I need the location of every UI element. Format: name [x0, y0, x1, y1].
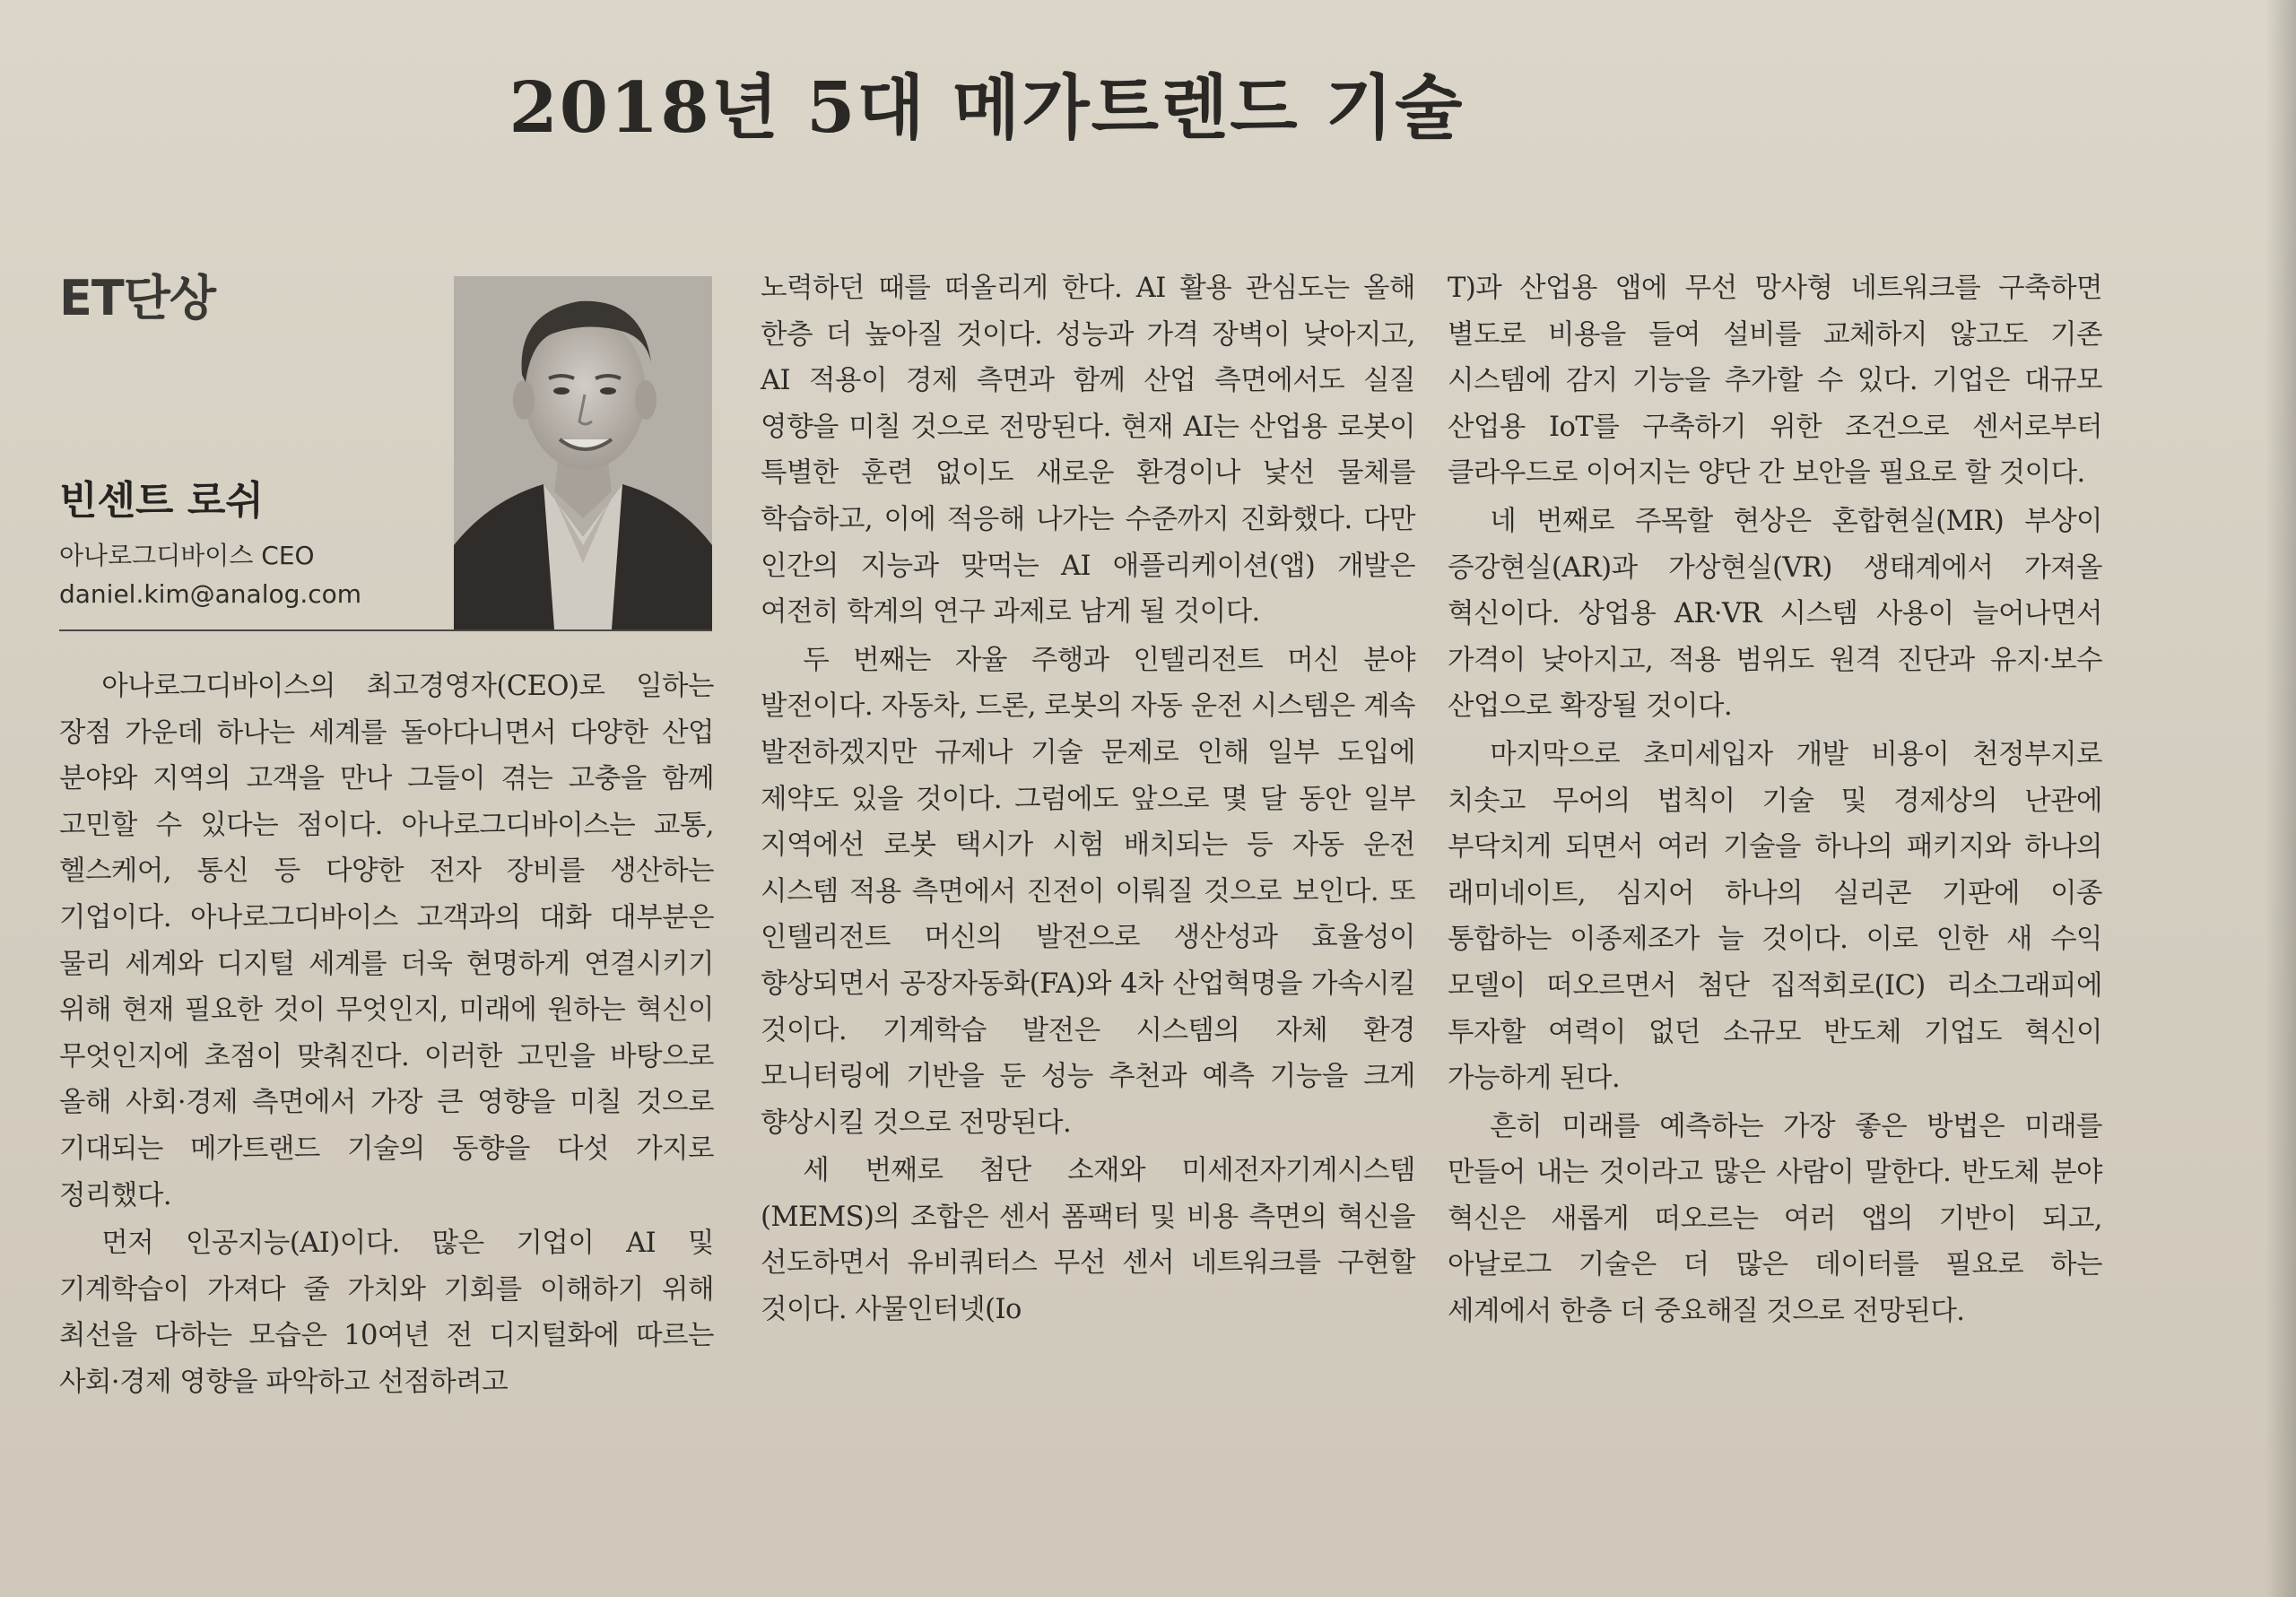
paragraph: 두 번째는 자율 주행과 인텔리전트 머신 분야 발전이다. 자동차, 드론, 로봇의 자동 운전 시스템은 계속 발전하겠지만 규제나 기술 문제로 인해 일부 도입에 제약도 있을 것이다. 그럼에도 앞으로 몇 달 동안 일부 지역에선 로봇 택시가 시험 배치되는 등 자동 운전 시스템 적용 측면에서 진전이 이뤄질 것으로 보인다. 또 인텔리전트 머신의 발전으로 생산성과 효율성이 향상되면서 공장자동화(FA)와 4차 산업혁명을 가속시킬 것이다. 기계학습 발전은 시스템의 자체 환경 모니터링에 기반을 둔 성능 추천과 예측 기능을 크게 향상시킬 것으로 전망된다. [761, 644, 1415, 1139]
article-column-1 [59, 664, 714, 1406]
column-tag: ET단상 [59, 270, 216, 326]
article-column-3 [1448, 265, 2102, 1335]
paragraph: 아나로그디바이스의 최고경영자(CEO)로 일하는 장점 가운데 하나는 세계를 돌아다니면서 다양한 산업 분야와 지역의 고객을 만나 그들이 겪는 고충을 함께 고민할 수 있다는 점이다. 아나로그디바이스는 교통, 헬스케어, 통신 등 다양한 전자 장비를 생산하는 기업이다. 아나로그디바이스 고객과의 대화 대부분은 물리 세계와 디지털 세계를 더욱 현명하게 연결시키기 위해 현재 필요한 것이 무엇인지, 미래에 원하는 혁신이 무엇인지에 초점이 맞춰진다. 이러한 고민을 바탕으로 올해 사회·경제 측면에서 가장 큰 영향을 미칠 것으로 기대되는 메가트랜드 기술의 동향을 다섯 가지로 정리했다. [59, 671, 714, 1211]
paragraph: 흔히 미래를 예측하는 가장 좋은 방법은 미래를 만들어 내는 것이라고 많은 사람이 말한다. 반도체 분야 혁신은 새롭게 떠오르는 여러 앱의 기반이 되고, 아날로그 기술은 더 많은 데이터를 필요로 하는 세계에서 한층 더 중요해질 것으로 전망된다. [1448, 1110, 2102, 1328]
paragraph: 세 번째로 첨단 소재와 미세전자기계시스템(MEMS)의 조합은 센서 폼팩터 및 비용 측면의 혁신을 선도하면서 유비쿼터스 무선 센서 네트워크를 구현할 것이다. 사물인터넷(Io [761, 1155, 1415, 1326]
page-fold-shadow [2266, 0, 2296, 1597]
paragraph: 먼저 인공지능(AI)이다. 많은 기업이 AI 및 기계학습이 가져다 줄 가치와 기회를 이해하기 위해 최선을 다하는 모습은 10여년 전 디지털화에 따르는 사회·경제 영향을 파악하고 선점하려고 [59, 1228, 714, 1398]
author-email: daniel.kim@analog.com [59, 579, 362, 609]
article-headline: 2018년 5대 메가트렌드 기술 [509, 67, 1465, 149]
author-title: 아나로그디바이스 CEO [59, 541, 315, 570]
author-portrait-illustration [454, 276, 712, 629]
paragraph: 네 번째로 주목할 현상은 혼합현실(MR) 부상이 증강현실(AR)과 가상현실(VR) 생태계에서 가져올 혁신이다. 상업용 AR·VR 시스템 사용이 늘어나면서 가격이 낮아지고, 적용 범위도 원격 진단과 유지·보수 산업으로 확장될 것이다. [1448, 505, 2102, 723]
author-photo [454, 276, 712, 629]
article-column-2 [761, 265, 1415, 1333]
paragraph: T)과 산업용 앱에 무선 망사형 네트워크를 구축하면 별도로 비용을 들여 설비를 교체하지 않고도 기존 시스템에 감지 기능을 추가할 수 있다. 기업은 대규모 산업용 IoT를 구축하기 위한 조건으로 센서로부터 클라우드로 이어지는 양단 간 보안을 필요로 할 것이다. [1448, 273, 2102, 490]
author-name: 빈센트 로쉬 [59, 478, 264, 524]
author-box-rule [59, 629, 712, 631]
paragraph: 노력하던 때를 떠올리게 한다. AI 활용 관심도는 올해 한층 더 높아질 것이다. 성능과 가격 장벽이 낮아지고, AI 적용이 경제 측면과 함께 산업 측면에서도 실질 영향을 미칠 것으로 전망된다. 현재 AI는 산업용 로봇이 특별한 훈련 없이도 새로운 환경이나 낯선 물체를 학습하고, 이에 적응해 나가는 수준까지 진화했다. 다만 인간의 지능과 맞먹는 AI 애플리케이션(앱) 개발은 여전히 학계의 연구 과제로 남게 될 것이다. [761, 273, 1415, 629]
paragraph: 마지막으로 초미세입자 개발 비용이 천정부지로 치솟고 무어의 법칙이 기술 및 경제상의 난관에 부닥치게 되면서 여러 기술을 하나의 패키지와 하나의 래미네이트, 심지어 하나의 실리콘 기판에 이종 통합하는 이종제조가 늘 것이다. 이로 인한 새 수익 모델이 떠오르면서 첨단 집적회로(IC) 리소그래피에 투자할 여력이 없던 소규모 반도체 기업도 혁신이 가능하게 된다. [1448, 738, 2102, 1095]
